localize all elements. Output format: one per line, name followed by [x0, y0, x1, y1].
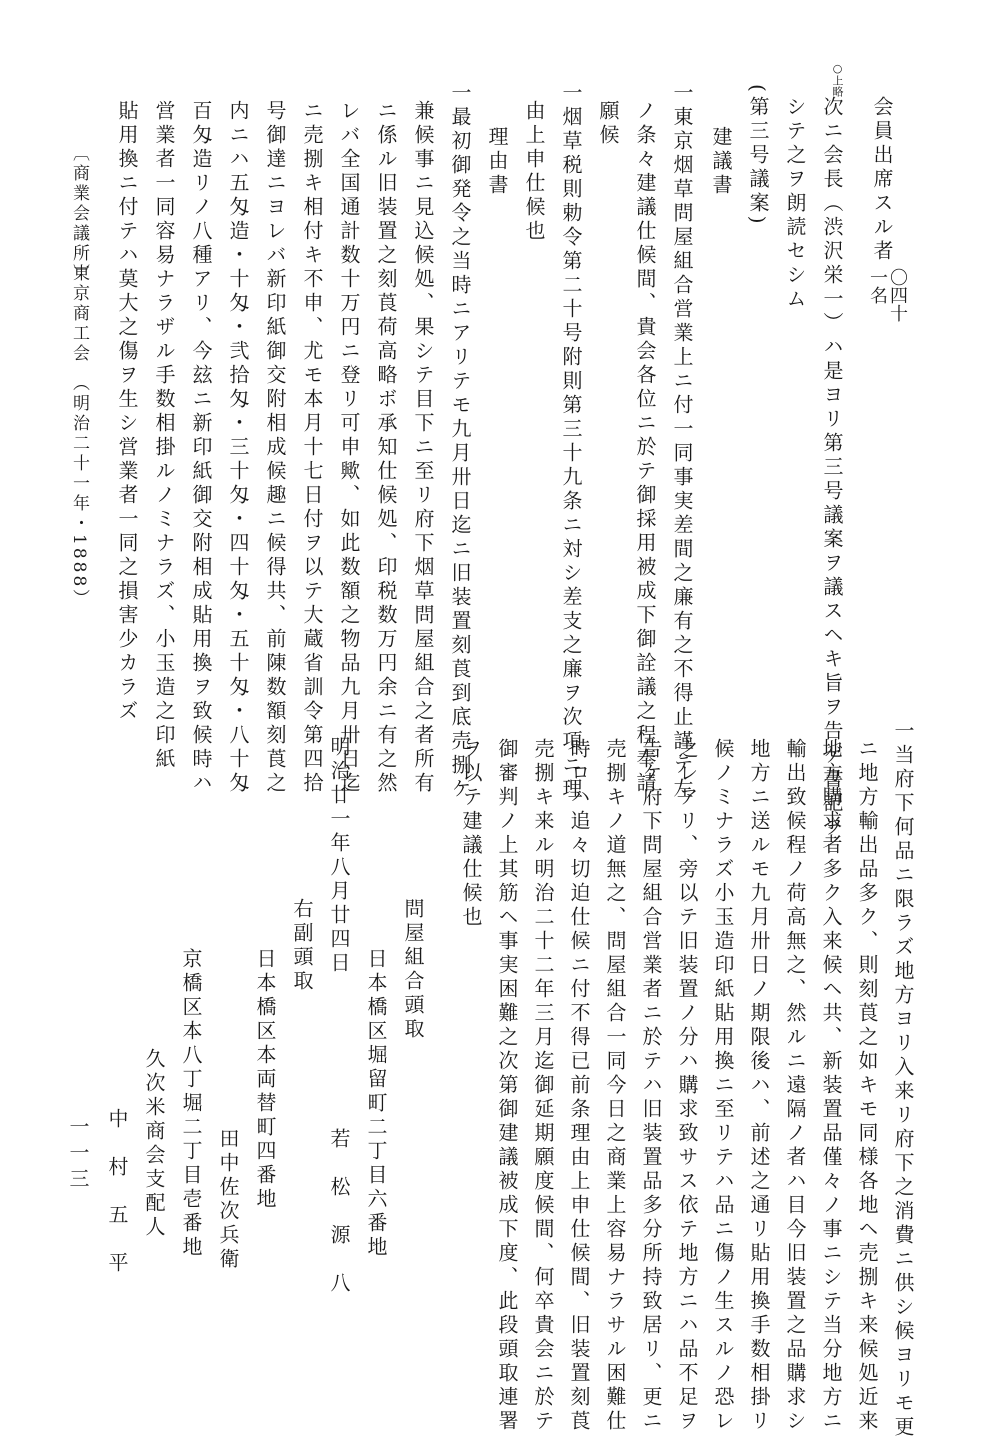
- proposal-item-1-line-3: 願候: [596, 100, 620, 148]
- intro-line-1: 次ニ会長（渋沢栄一）ハ是ヨリ第三号議案ヲ議スヘキ旨ヲ告ゲ書記ヲ: [820, 96, 844, 840]
- lower-line-4: 輸出致候程ノ荷高無之、然ルニ遠隔ノ者ハ目今旧装置之品購求シ: [783, 738, 807, 1434]
- lower-line-5: 地方ニ送ルモ九月卅日ノ期限後ハ、前述之通リ貼用換手数相掛リ: [747, 738, 771, 1434]
- footer-source: 〔商業会議所〕: [69, 144, 89, 284]
- signature-1-title: 問屋組合頭取: [401, 898, 425, 1042]
- document-date: 明治廿一年八月廿四日: [327, 736, 351, 976]
- signature-2-address: 日本橋区本両替町四番地: [253, 948, 277, 1212]
- lower-line-3: 地方購求者多ク入来候ヘ共、新装置品僅々ノ事ニシテ当分地方ニ: [819, 738, 843, 1434]
- signature-3-company: 久次米商会支配人: [142, 1048, 166, 1240]
- proposal-item-2-line-2: 由上申仕候也: [522, 100, 546, 244]
- reason-line-5: ニ売捌キ相付キ不申、尤モ本月十七日付ヲ以テ大蔵省訓令第四拾: [300, 100, 324, 796]
- reason-line-1: 一最初御発令之当時ニアリテモ九月卅日迄ニ旧装置刻莨到底売捌ケ: [448, 82, 472, 802]
- proposal-item-2-line-1: 一烟草税則勅令第二十号附則第三十九条ニ対シ差支之廉ヲ次項ニ理: [559, 82, 583, 802]
- signature-3-address: 京橋区本八丁堀二丁目壱番地: [179, 948, 203, 1260]
- page-number: 一一三: [66, 1116, 90, 1194]
- signature-1-address: 日本橋区堀留町二丁目六番地: [364, 948, 388, 1260]
- attendance-note-bottom: 一名: [867, 268, 888, 304]
- reason-line-2: 兼候事ニ見込候処、果シテ目下ニ至リ府下烟草問屋組合之者所有: [411, 100, 435, 796]
- reason-title: 理由書: [485, 126, 509, 198]
- lower-line-11: 売捌キ来ル明治二十二年三月迄御延期願度候間、何卒貴会ニ於テ: [531, 738, 555, 1434]
- lower-line-13: ヲ以テ建議仕候也: [459, 738, 483, 930]
- signature-2-name: 田中佐次兵衛: [216, 1128, 240, 1272]
- footer-date: （明治二十一年・1888）: [69, 374, 89, 610]
- lower-line-10: 時ロハ追々切迫仕候ニ付不得已前条理由上申仕候間、旧装置刻莨: [567, 738, 591, 1434]
- omission-note: ○上略: [831, 62, 844, 97]
- attendance-note-top: 〇四十: [887, 268, 908, 322]
- lower-line-8: 告ケ府下問屋組合営業者ニ於テハ旧装置品多分所持致居リ、更ニ: [639, 738, 663, 1434]
- lower-line-2: ニ地方輸出品多ク、則刻莨之如キモ同様各地ヘ売捌キ来候処近来: [855, 738, 879, 1434]
- reason-line-3: ニ係ル旧装置之刻莨荷高略ボ承知仕候処、印税数万円余ニ有之然: [374, 100, 398, 796]
- lower-line-1: 一当府下何品ニ限ラズ地方ヨリ入来リ府下之消費ニ供シ候ヨリモ更: [891, 720, 915, 1440]
- proposal-item-1-line-2: ノ条々建議仕候間、貴会各位ニ於テ御採用被成下御詮議之程奉請: [633, 100, 657, 796]
- reason-line-10: 貼用換ニ付テハ莫大之傷ヲ生シ営業者一同之損害少カラズ: [115, 100, 139, 724]
- lower-line-6: 候ノミナラズ小玉造印紙貼用換ニ至リテハ品ニ傷ノ生スルノ恐レ: [711, 738, 735, 1434]
- reason-line-8: 百匁造リノ八種アリ、今玆ニ新印紙御交附相成貼用換ヲ致候時ハ: [189, 100, 213, 796]
- lower-line-7: 之レアリ、旁以テ旧装置ノ分ハ購求致サス依テ地方ニハ品不足ヲ: [675, 738, 699, 1434]
- signature-1-name: 若 松 源 八: [327, 1128, 351, 1296]
- reason-line-4: レバ全国通計数十万円ニ登リ可申歟、如此数額之物品九月卅日迄: [337, 100, 361, 796]
- signature-2-title: 右副頭取: [290, 898, 314, 994]
- attendance-line: 会員出席スル者: [870, 96, 894, 264]
- reason-line-9: 営業者一同容易ナラザル手数相掛ルノミナラズ、小玉造之印紙: [152, 100, 176, 772]
- reason-line-7: 内ニハ五匁造・十匁・弐拾匁・三十匁・四十匁・五十匁・八十匁: [226, 100, 250, 796]
- agenda-label: (第三号議案): [746, 84, 770, 228]
- proposal-title: 建議書: [709, 126, 733, 198]
- signature-3-name: 中 村 五 平: [105, 1108, 129, 1276]
- footer-org: 東京商工会: [69, 264, 89, 364]
- intro-line-2: シテ之ヲ朗読セシム: [783, 96, 807, 312]
- reason-line-6: 号御達ニヨレバ新印紙御交附相成候趣ニ候得共、前陳数額刻莨之: [263, 100, 287, 796]
- lower-line-12: 御審判ノ上其筋ヘ事実困難之次第御建議被成下度、此段頭取連署: [495, 738, 519, 1434]
- lower-line-9: 売捌キノ道無之、問屋組合一同今日之商業上容易ナラサル困難仕: [603, 738, 627, 1434]
- proposal-item-1-line-1: 一東京烟草問屋組合営業上ニ付一同事実差間之廉有之不得止謹テ左: [670, 82, 694, 802]
